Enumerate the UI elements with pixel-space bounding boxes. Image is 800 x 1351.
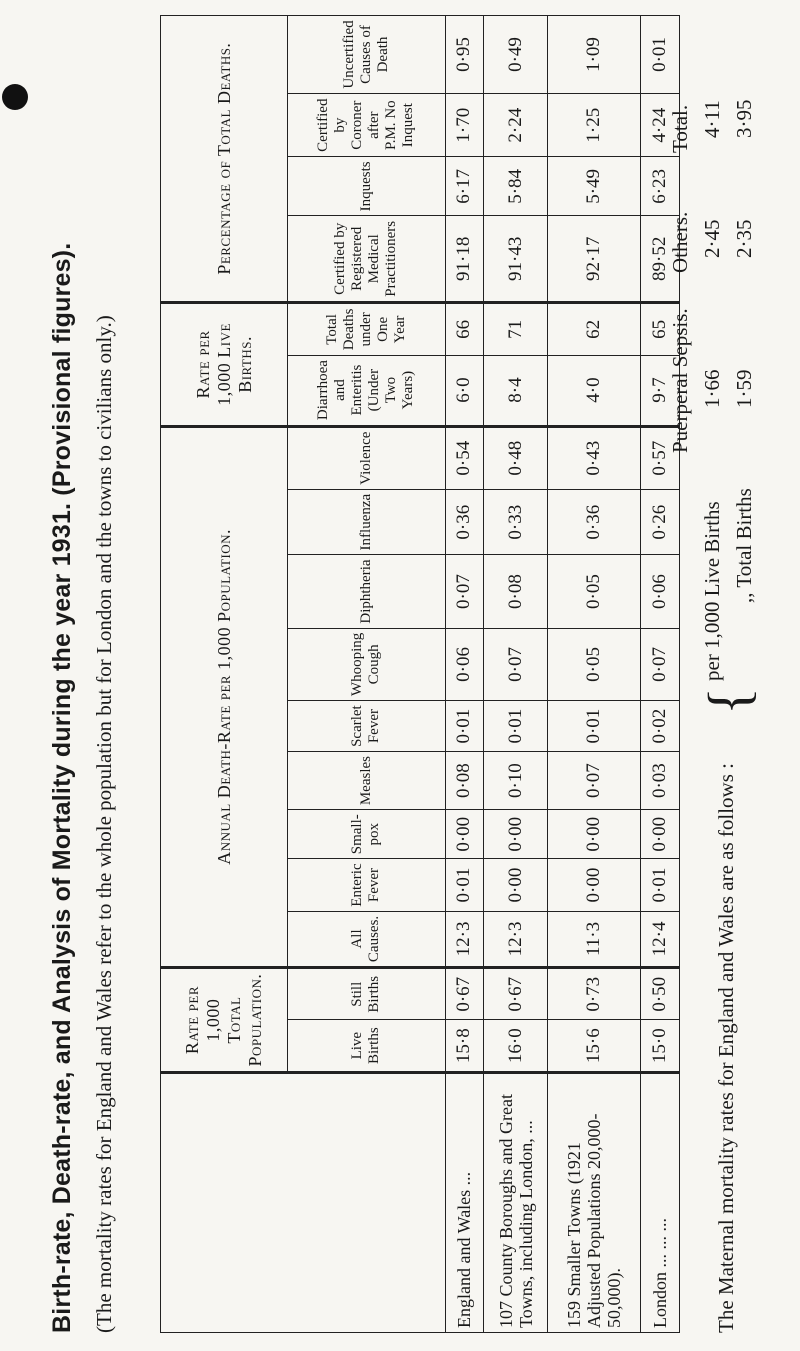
- table-cell: 9·7: [641, 355, 680, 426]
- table-cell: 2·24: [484, 93, 548, 156]
- table-cell: 92·17: [548, 216, 641, 303]
- note-value: 1·59: [732, 369, 756, 408]
- table-cell: 0·05: [548, 628, 641, 701]
- column-header: Diarrhoea and Enteritis (Under Two Years): [288, 355, 445, 426]
- table-cell: 16·0: [484, 1020, 548, 1073]
- note-col-header-others: Others.: [668, 211, 692, 273]
- table-cell: 0·00: [445, 810, 484, 859]
- table-cell: 6·0: [445, 355, 484, 426]
- row-label: England and Wales ...: [445, 1073, 484, 1333]
- table-cell: 0·67: [445, 968, 484, 1020]
- table-cell: 89·52: [641, 216, 680, 303]
- table-cell: 0·01: [548, 701, 641, 752]
- table-cell: 1·25: [548, 93, 641, 156]
- note-value: 2·45: [700, 219, 724, 258]
- note-value: 4·11: [700, 100, 724, 138]
- note-col-header-total: Total.: [668, 104, 692, 153]
- table-cell: 62: [548, 303, 641, 355]
- table-cell: 0·73: [548, 968, 641, 1020]
- note-row1-label: per 1,000 Live Births: [700, 501, 724, 681]
- column-header: Enteric Fever: [288, 859, 445, 912]
- note-value: 2·35: [732, 219, 756, 258]
- table-cell: 0·49: [484, 16, 548, 94]
- table-cell: 91·18: [445, 216, 484, 303]
- table-cell: 65: [641, 303, 680, 355]
- table-cell: 0·10: [484, 752, 548, 810]
- brace-glyph: {: [696, 687, 761, 715]
- group-header-rate-total-population: Rate per 1,000 Total Population.: [161, 968, 288, 1073]
- table-cell: 15·8: [445, 1020, 484, 1073]
- table-cell: 0·67: [484, 968, 548, 1020]
- table-cell: 0·03: [641, 752, 680, 810]
- column-header: Inquests: [288, 157, 445, 216]
- row-label: 107 County Boroughs and Great Towns, including London, ...: [484, 1073, 548, 1333]
- table-cell: 8·4: [484, 355, 548, 426]
- table-group-header-row: [161, 16, 288, 1333]
- column-header: Uncertified Causes of Death: [288, 16, 445, 94]
- table-cell: 0·06: [445, 628, 484, 701]
- table-cell: 66: [445, 303, 484, 355]
- table-cell: 6·23: [641, 157, 680, 216]
- column-header: Scarlet Fever: [288, 701, 445, 752]
- table-cell: 4·24: [641, 93, 680, 156]
- note-row2-label: ,, Total Births: [732, 488, 756, 603]
- table-cell: 0·08: [445, 752, 484, 810]
- table-cell: 0·01: [641, 859, 680, 912]
- column-header: Influenza: [288, 489, 445, 555]
- table-cell: 0·33: [484, 489, 548, 555]
- column-header: Certified by Registered Medical Practitioners: [288, 216, 445, 303]
- table-cell: 0·08: [484, 555, 548, 628]
- table-cell: 0·07: [484, 628, 548, 701]
- page-subtitle: (The mortality rates for England and Wales refer to the whole population but for London and the towns to civilians only.): [92, 315, 116, 1333]
- table-cell: 0·07: [548, 752, 641, 810]
- table-cell: 0·00: [484, 859, 548, 912]
- table-cell: 0·50: [641, 968, 680, 1020]
- page-title: Birth-rate, Death-rate, and Analysis of Mortality during the year 1931. (Provisional figures).: [48, 242, 76, 1333]
- table-cell: 0·01: [445, 859, 484, 912]
- table-cell: 0·00: [548, 859, 641, 912]
- table-cell: 0·57: [641, 426, 680, 489]
- table-cell: 0·54: [445, 426, 484, 489]
- table-cell: 0·01: [445, 701, 484, 752]
- group-header-annual-death-rate: Annual Death-Rate per 1,000 Population.: [161, 426, 288, 968]
- table-cell: 1·09: [548, 16, 641, 94]
- table-cell: 0·36: [445, 489, 484, 555]
- table-cell: 11·3: [548, 911, 641, 967]
- row-label: London ... ... ...: [641, 1073, 680, 1333]
- table-cell: 0·06: [641, 555, 680, 628]
- table-cell: 71: [484, 303, 548, 355]
- table-cell: 12·3: [484, 911, 548, 967]
- table-cell: 0·43: [548, 426, 641, 489]
- table-cell: 0·07: [445, 555, 484, 628]
- table-cell: 0·01: [484, 701, 548, 752]
- table-cell: 0·48: [484, 426, 548, 489]
- table-cell: 0·01: [641, 16, 680, 94]
- table-cell: 0·95: [445, 16, 484, 94]
- table-row: [445, 16, 484, 1333]
- table-cell: 5·84: [484, 157, 548, 216]
- group-header-rate-per-live-births: Rate per 1,000 Live Births.: [161, 303, 288, 426]
- column-header: Still Births: [288, 968, 445, 1020]
- table-cell: 1·70: [445, 93, 484, 156]
- table-cell: 4·0: [548, 355, 641, 426]
- table-cell: 0·00: [484, 810, 548, 859]
- table-cell: 0·26: [641, 489, 680, 555]
- group-header-percentage-total-deaths: Percentage of Total Deaths.: [161, 16, 288, 303]
- table-row: [548, 16, 641, 1333]
- table-cell: 15·6: [548, 1020, 641, 1073]
- note-value: 1·66: [700, 369, 724, 408]
- table-corner-cell: [161, 1073, 446, 1333]
- table-cell: 0·05: [548, 555, 641, 628]
- table-cell: 0·36: [548, 489, 641, 555]
- table-cell: 91·43: [484, 216, 548, 303]
- note-lead-text: The Maternal mortality rates for England and Wales are as follows :: [714, 763, 738, 1333]
- note-value: 3·95: [732, 99, 756, 138]
- table-cell: 0·00: [641, 810, 680, 859]
- table-row: [484, 16, 548, 1333]
- column-header: Certified by Coroner after P.M. No Inquest: [288, 93, 445, 156]
- column-header: Measles: [288, 752, 445, 810]
- table-cell: 15·0: [641, 1020, 680, 1073]
- table-cell: 0·07: [641, 628, 680, 701]
- column-header: All Causes.: [288, 911, 445, 967]
- table-cell: 0·02: [641, 701, 680, 752]
- column-header: Diphtheria: [288, 555, 445, 628]
- table-cell: 6·17: [445, 157, 484, 216]
- column-header: Violence: [288, 426, 445, 489]
- mortality-table: [160, 15, 680, 1333]
- table-cell: 5·49: [548, 157, 641, 216]
- table-cell: 12·4: [641, 911, 680, 967]
- row-label: 159 Smaller Towns (1921 Adjusted Populations 20,000-50,000).: [548, 1073, 641, 1333]
- table-cell: 12·3: [445, 911, 484, 967]
- note-col-header-puerperal: Puerperal Sepsis.: [668, 308, 692, 453]
- column-header: Total Deaths under One Year: [288, 303, 445, 355]
- column-header: Small-pox: [288, 810, 445, 859]
- column-header: Live Births: [288, 1020, 445, 1073]
- table-cell: 0·00: [548, 810, 641, 859]
- table-body: [445, 16, 679, 1333]
- column-header: Whooping Cough: [288, 628, 445, 701]
